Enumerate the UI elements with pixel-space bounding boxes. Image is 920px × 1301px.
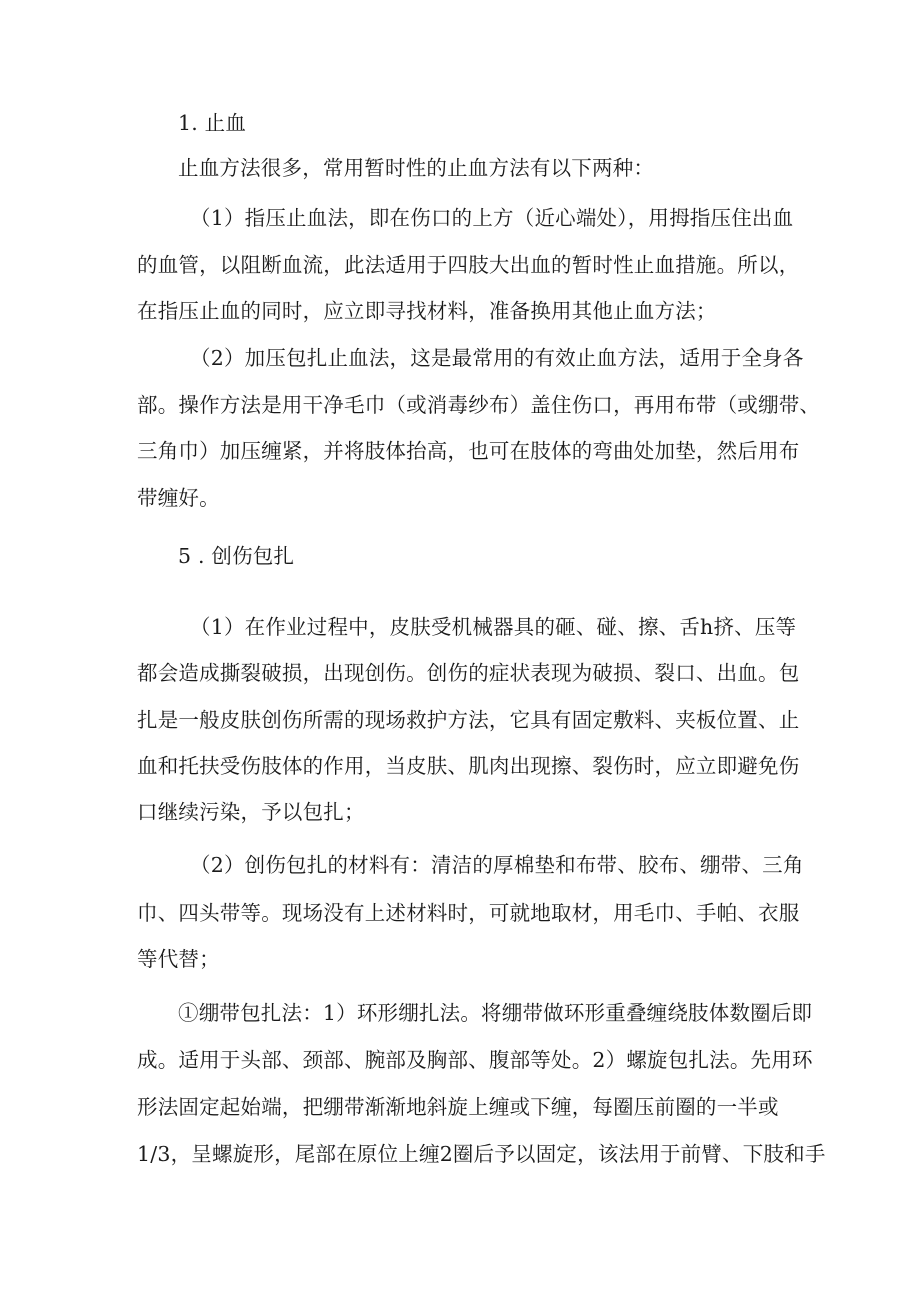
paragraph-line: 成。适用于头部、颈部、腕部及胸部、腹部等处。2）螺旋包扎法。先用环	[137, 1048, 813, 1072]
paragraph-line: 止血方法很多，常用暂时性的止血方法有以下两种：	[178, 156, 655, 180]
paragraph-line: 口继续污染，予以包扎；	[137, 800, 365, 824]
paragraph-line: （1）在作业过程中，皮肤受机械器具的砸、碰、擦、舌h挤、压等	[190, 615, 797, 639]
paragraph-line: （2）加压包扎止血法，这是最常用的有效止血方法，适用于全身各	[190, 346, 804, 370]
paragraph-line: 形法固定起始端，把绷带渐渐地斜旋上缠或下缠，每圈压前圈的一半或	[137, 1095, 779, 1119]
paragraph-line: 等代替；	[137, 947, 220, 971]
paragraph-line: （2）创伤包扎的材料有：清洁的厚棉垫和布带、胶布、绷带、三角	[190, 853, 804, 877]
paragraph-line: 1/3，呈螺旋形，尾部在原位上缠2圈后予以固定，该法用于前臂、下肢和手	[137, 1142, 826, 1166]
paragraph-line: 在指压止血的同时，应立即寻找材料，准备换用其他止血方法；	[137, 299, 717, 323]
paragraph-line: （1）指压止血法，即在伤口的上方（近心端处），用拇指压住出血	[190, 206, 794, 230]
paragraph-line: 巾、四头带等。现场没有上述材料时，可就地取材，用毛巾、手帕、衣服	[137, 901, 800, 925]
paragraph-line: 三角巾）加压缠紧，并将肢体抬高，也可在肢体的弯曲处加垫，然后用布	[137, 439, 800, 463]
paragraph-line: 扎是一般皮肤创伤所需的现场救护方法，它具有固定敷料、夹板位置、止	[137, 708, 800, 732]
paragraph-line: 带缠好。	[137, 486, 220, 510]
paragraph-line: 的血管，以阻断血流，此法适用于四肢大出血的暂时性止血措施。所以，	[137, 253, 800, 277]
paragraph-line: 部。操作方法是用干净毛巾（或消毒纱布）盖住伤口，再用布带（或绷带、	[137, 393, 821, 417]
section-heading-hemostasis: 1. 止血	[178, 111, 247, 135]
paragraph-line: 血和托扶受伤肢体的作用，当皮肤、肌肉出现擦、裂伤时，应立即避免伤	[137, 754, 800, 778]
paragraph-line: ①绷带包扎法：1）环形绷扎法。将绷带做环形重叠缠绕肢体数圈后即	[178, 1001, 813, 1025]
section-heading-wound-dressing: 5 . 创伤包扎	[178, 544, 295, 568]
paragraph-line: 都会造成撕裂破损，出现创伤。创伤的症状表现为破损、裂口、出血。包	[137, 661, 800, 685]
